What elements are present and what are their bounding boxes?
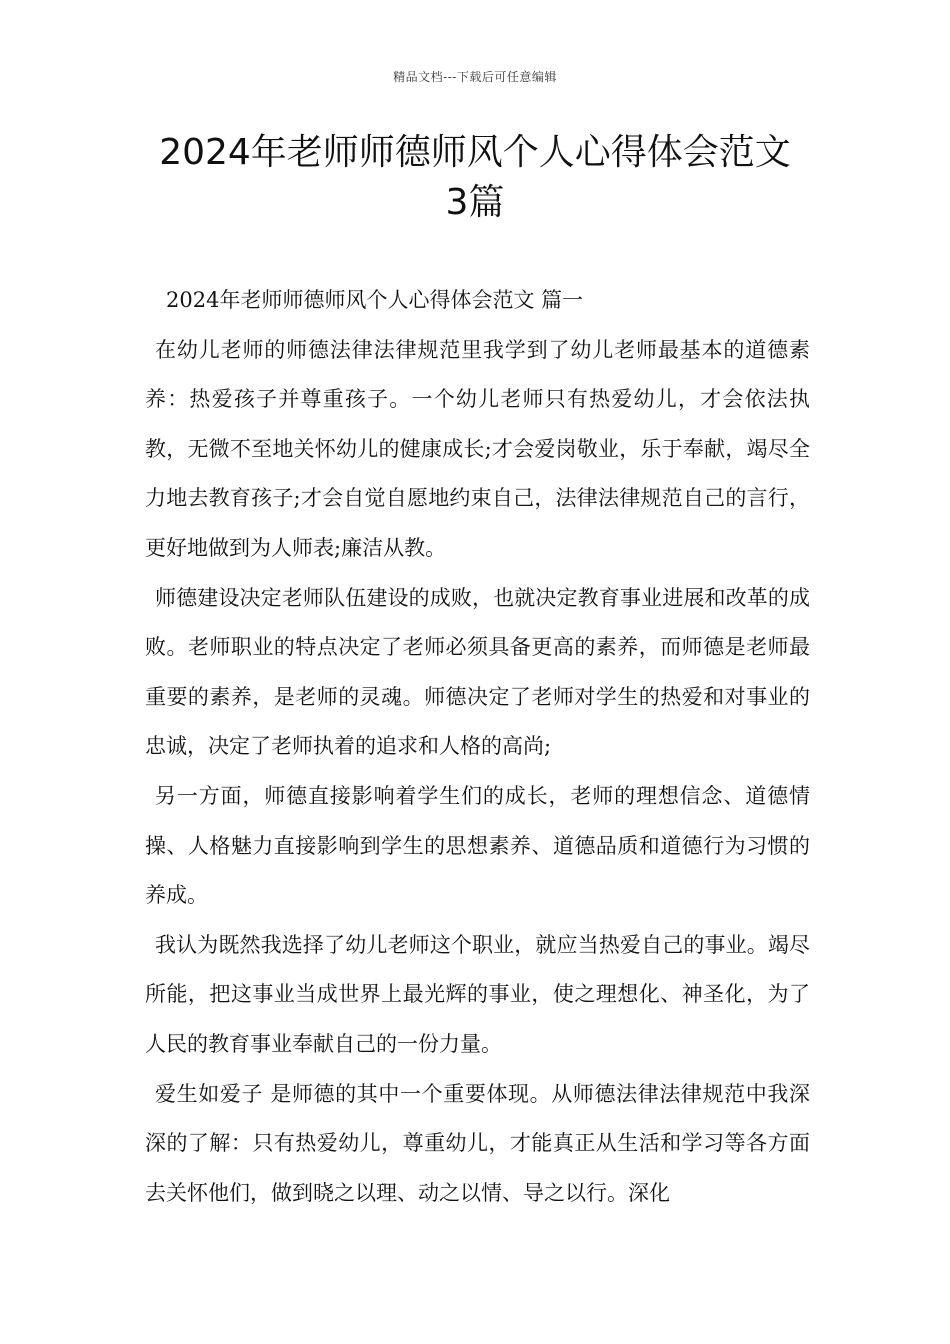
document-body (145, 276, 810, 1218)
document-title (95, 128, 855, 228)
paragraph: 爱生如爱子 是师德的其中一个重要体现。从师德法律法律规范中我深深的了解：只有热爱幼儿，尊重幼儿，才能真正从生活和学习等各方面去关怀他们，做到晓之以理、动之以情、导之以行。深化 (145, 1081, 810, 1205)
paragraph: 在幼儿老师的师德法律法律规范里我学到了幼儿老师最基本的道德素养：热爱孩子并尊重孩子。一个幼儿老师只有热爱幼儿，才会依法执教，无微不至地关怀幼儿的健康成长;才会爱岗敬业，乐于奉献，竭尽全力地去教育孩子;才会自觉自愿地约束自己，法律法律规范自己的言行，更好地做到为人师表;廉洁从教。 (145, 337, 810, 560)
paragraph: 师德建设决定老师队伍建设的成败，也就决定教育事业进展和改革的成败。老师职业的特点决定了老师必须具备更高的素养，而师德是老师最重要的素养，是老师的灵魂。师德决定了老师对学生的热爱和对事业的忠诚，决定了老师执着的追求和人格的高尚; (145, 585, 810, 759)
header-note: 精品文档---下载后可任意编辑 (393, 70, 557, 84)
section-heading: 2024年老师师德师风个人心得体会范文 篇一 (166, 288, 584, 312)
document-title-line2: 3篇 (445, 182, 505, 223)
paragraph: 我认为既然我选择了幼儿老师这个职业，就应当热爱自己的事业。竭尽所能，把这事业当成世界上最光辉的事业，使之理想化、神圣化，为了人民的教育事业奉献自己的一份力量。 (145, 932, 810, 1056)
paragraph: 另一方面，师德直接影响着学生们的成长，老师的理想信念、道德情操、人格魅力直接影响到学生的思想素养、道德品质和道德行为习惯的养成。 (145, 783, 810, 908)
document-title-line1: 2024年老师师德师风个人心得体会范文 (159, 132, 791, 173)
